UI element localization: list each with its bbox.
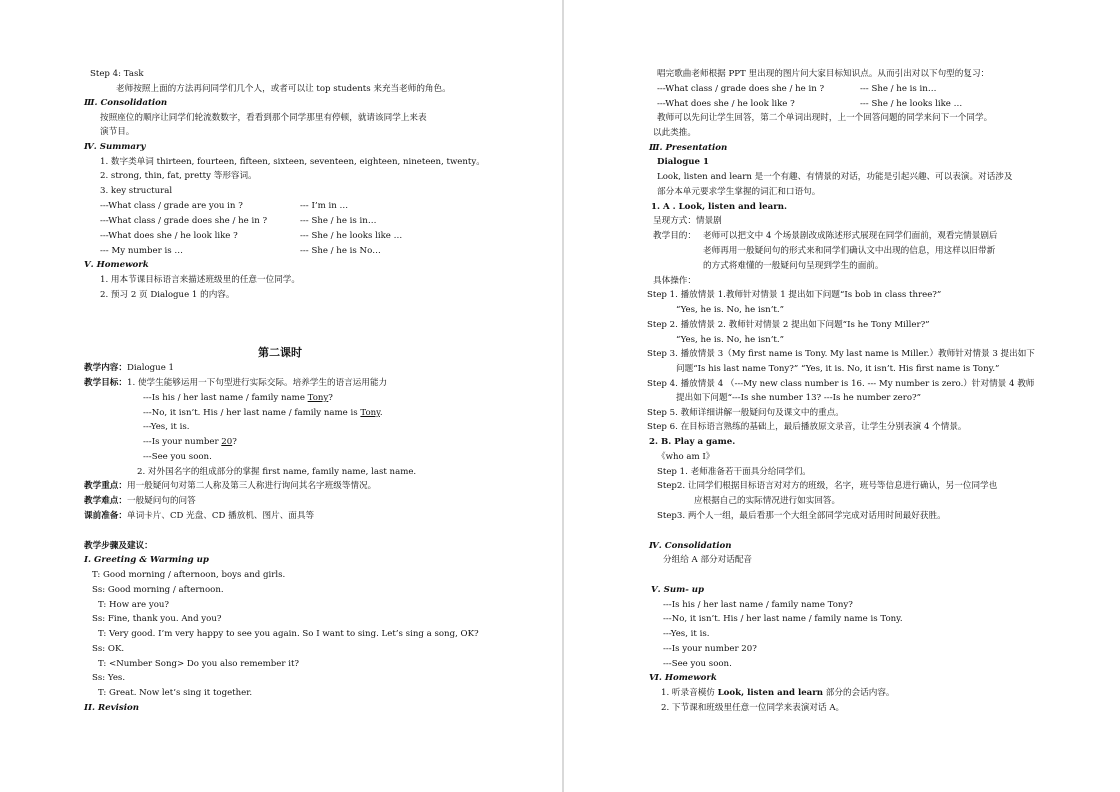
goal-sentence-text: ---No, it isn’t. His / her last name / family name is — [143, 408, 361, 418]
summary-item-2: 2. strong, thin, fat, pretty 等形容词。 — [100, 171, 257, 181]
structure-question-2: ---What class / grade does she / he in ? — [100, 216, 268, 226]
homework-text: 部分的会话内容。 — [823, 688, 895, 698]
consolidation-heading: Ⅳ. Consolidation — [649, 541, 732, 551]
goal-sentence-underline: Tony — [307, 393, 329, 403]
structure-answer-4: --- She / he is No… — [300, 246, 381, 256]
operation-step: “Yes, he is. No, he isn’t.” — [676, 305, 785, 315]
structure-answer-1: --- I’m in … — [300, 201, 349, 211]
purpose-line-2: 老师再用一般疑问句的形式来和同学们确认文中出现的信息，用这样以旧带新 — [703, 246, 996, 256]
content-value: Dialogue 1 — [126, 363, 174, 373]
game-step: Step2. 让同学们根据目标语言对对方的班级，名字，班号等信息进行确认，另一位同学也 — [657, 481, 998, 491]
goal-sentence-3 — [143, 422, 189, 433]
difficult-point-value: 一般疑问句的问答 — [126, 496, 196, 506]
review-question-1: ---What class / grade does she / he in ? — [657, 84, 825, 94]
sum-up-line: ---Yes, it is. — [663, 629, 710, 639]
operation-step: Step 6. 在目标语言熟练的基础上，最后播放原文录音，让学生分别表演 4 个情景。 — [647, 422, 967, 432]
greeting-heading: I. Greeting & Warming up — [84, 555, 209, 565]
revision-heading: II. Revision — [84, 703, 139, 713]
dialogue-line: T: <Number Song> Do you also remember it? — [98, 659, 300, 669]
operation-step: Step 1. 播放情景 1.教师针对情景 1 提出如下问题“Is bob in class three?” — [647, 290, 942, 300]
operation-step: Step 4. 播放情景 4 （---My new class number is 16. --- My number is zero.）针对情景 4 教师 — [647, 379, 1035, 389]
purpose-line-3: 的方式将难懂的一般疑问句呈现到学生的面前。 — [703, 261, 884, 271]
homework-item-2: 2. 预习 2 页 Dialogue 1 的内容。 — [100, 290, 235, 300]
lesson-title: 第二课时 — [258, 346, 302, 359]
dialogue-line: Ss: Fine, thank you. And you? — [92, 614, 222, 624]
summary-item-1: 1. 数字类单词 thirteen, fourteen, fifteen, sixteen, seventeen, eighteen, nineteen, twenty。 — [100, 157, 485, 167]
step4-label: Step 4: Task — [90, 69, 144, 79]
goal-sentence-4 — [143, 437, 237, 448]
goal-sentence-2 — [143, 408, 383, 419]
operation-step: “Yes, he is. No, he isn’t.” — [676, 335, 785, 345]
content-row — [84, 363, 174, 374]
dialogue-line: T: How are you? — [98, 600, 170, 610]
homework-bold-text: Look, listen and learn — [717, 688, 824, 698]
goal-sentence-punct: ? — [328, 393, 333, 403]
consolidation-text-2: 演节目。 — [100, 127, 135, 137]
method-value: 情景剧 — [695, 216, 722, 226]
dialogue-title: Dialogue 1 — [657, 157, 709, 167]
goal-sentence-punct: . — [379, 408, 383, 418]
method-label: 呈现方式： — [653, 216, 696, 226]
presentation-heading: Ⅲ. Presentation — [649, 143, 728, 153]
key-point-value: 用一般疑问句对第二人称及第三人称进行询问其名字班级等情况。 — [126, 481, 377, 491]
structure-question-1: ---What class / grade are you in ? — [100, 201, 243, 211]
goal-sentence-1 — [143, 393, 333, 404]
review-question-2: ---What does she / he look like ? — [657, 99, 795, 109]
dialogue-line: Ss: Yes. — [92, 673, 126, 683]
step4-description: 老师按照上面的方法再问同学们几个人，或者可以让 top students 来充当老师的角色。 — [116, 84, 451, 94]
key-point-row — [84, 481, 376, 492]
goal-item-2: 2. 对外国名字的组成部分的掌握 first name, family name, last name. — [137, 467, 417, 477]
goal-sentence-underline: 20 — [221, 437, 233, 447]
sum-up-line: ---See you soon. — [663, 659, 732, 669]
structure-question-4: --- My number is … — [100, 246, 183, 256]
homework-text: 1. 听录音模仿 — [661, 688, 718, 698]
dialogue-line: T: Very good. I’m very happy to see you again. So I want to sing. Let’s sing a song, OK? — [98, 629, 479, 639]
purpose-line-1: 老师可以把文中 4 个场景剧改成陈述形式展现在同学们面前，观看完情景剧后 — [703, 231, 998, 241]
game-name: 《who am I》 — [657, 452, 715, 462]
dialogue-line: Ss: OK. — [92, 644, 125, 654]
key-point-label: 教学重点： — [84, 481, 127, 491]
review-answer-1: --- She / he is in… — [860, 84, 937, 94]
game-step: 应根据自己的实际情况进行如实回答。 — [694, 496, 841, 506]
goal-sentence-text: ---See you soon. — [143, 452, 212, 462]
goal-sentence-underline: Tony — [360, 408, 380, 418]
consolidation-text-1: 按照座位的顺序让同学们轮流数数字，看看到那个同学那里有停顿，就请该同学上来表 — [100, 113, 427, 123]
steps-heading: 教学步骤及建议： — [84, 541, 153, 551]
intro-text: 唱完歌曲老师根据 PPT 里出现的图片问大家目标知识点。从而引出对以下句型的复习： — [657, 69, 990, 79]
homework-heading: Ⅴ. Homework — [84, 260, 149, 270]
summary-item-3: 3. key structural — [100, 186, 173, 196]
dialogue-description-2: 部分本单元要求学生掌握的词汇和口语句。 — [657, 187, 821, 197]
operation-step: Step 2. 播放情景 2. 教师针对情景 2 提出如下问题“Is he Tony Miller?” — [647, 320, 930, 330]
structure-answer-2: --- She / he is in… — [300, 216, 377, 226]
difficult-point-row — [84, 496, 196, 507]
operation-step: 问题“Is his last name Tony?” “Yes, it is. No, it isn’t. His first name is Tony.” — [676, 364, 1000, 374]
goal-sentence-text: ---Is your number — [143, 437, 222, 447]
operation-step: Step 5. 教师详细讲解一般疑问句及课文中的重点。 — [647, 408, 844, 418]
content-label: 教学内容： — [84, 363, 127, 373]
goal-sentence-text: ---Yes, it is. — [143, 422, 190, 432]
homework-item-1 — [661, 688, 895, 699]
sum-up-line: ---Is your number 20? — [663, 644, 757, 654]
method-row — [653, 216, 722, 227]
goal-value: 1. 使学生能够运用一下句型进行实际交际。培养学生的语言运用能力 — [126, 378, 388, 388]
review-answer-2: --- She / he looks like … — [860, 99, 963, 109]
sum-up-line: ---No, it isn’t. His / her last name / family name is Tony. — [663, 614, 903, 624]
operation-step: Step 3. 播放情景 3（My first name is Tony. My last name is Miller.）教师针对情景 3 提出如下 — [647, 349, 1035, 359]
dialogue-description-1: Look, listen and learn 是一个有趣、有情景的对话，功能是引起兴趣、可以表演。对话涉及 — [657, 172, 1013, 182]
dialogue-line: T: Great. Now let’s sing it together. — [98, 688, 253, 698]
preparation-label: 课前准备： — [84, 511, 127, 521]
game-step: Step 1. 老师准备若干面具分给同学们。 — [657, 467, 811, 477]
operations-label: 具体操作： — [653, 276, 696, 286]
goal-sentence-punct: ? — [232, 437, 237, 447]
operation-step: 提出如下问题“---Is she number 13? ---Is he number zero?” — [676, 393, 922, 403]
ask-text-1: 教师可以先问让学生回答，第二个单词出现时，上一个回答问题的同学来问下一个同学。 — [657, 113, 993, 123]
homework-heading: Ⅵ. Homework — [649, 673, 717, 683]
sum-up-line: ---Is his / her last name / family name Tony? — [663, 600, 853, 610]
structure-answer-3: --- She / he looks like … — [300, 231, 403, 241]
goal-sentence-5 — [143, 452, 212, 463]
homework-item-2: 2. 下节课和班级里任意一位同学来表演对话 A。 — [661, 703, 845, 713]
preparation-value: 单词卡片、CD 光盘、CD 播放机、图片、面具等 — [126, 511, 315, 521]
dialogue-line: T: Good morning / afternoon, boys and girls. — [92, 570, 286, 580]
ask-text-2: 以此类推。 — [653, 128, 696, 138]
goal-sentence-text: ---Is his / her last name / family name — [143, 393, 308, 403]
right-page — [564, 0, 1120, 792]
sum-up-heading: Ⅴ. Sum- up — [651, 585, 705, 595]
goal-row — [84, 378, 387, 389]
goal-label: 教学目标： — [84, 378, 127, 388]
difficult-point-label: 教学难点： — [84, 496, 127, 506]
consolidation-heading: Ⅲ. Consolidation — [84, 98, 168, 108]
structure-question-3: ---What does she / he look like ? — [100, 231, 238, 241]
dialogue-line: Ss: Good morning / afternoon. — [92, 585, 224, 595]
homework-item-1: 1. 用本节课目标语言来描述班级里的任意一位同学。 — [100, 275, 300, 285]
summary-heading: Ⅳ. Summary — [84, 142, 146, 152]
preparation-row — [84, 511, 314, 522]
purpose-label: 教学目的： — [653, 231, 696, 241]
consolidation-text: 分组给 A 部分对话配音 — [663, 555, 753, 565]
part-a-heading: 1. A . Look, listen and learn. — [651, 202, 787, 212]
part-b-heading: 2. B. Play a game. — [649, 437, 736, 447]
game-step: Step3. 两个人一组，最后看那一个大组全部同学完成对话用时间最好获胜。 — [657, 511, 946, 521]
